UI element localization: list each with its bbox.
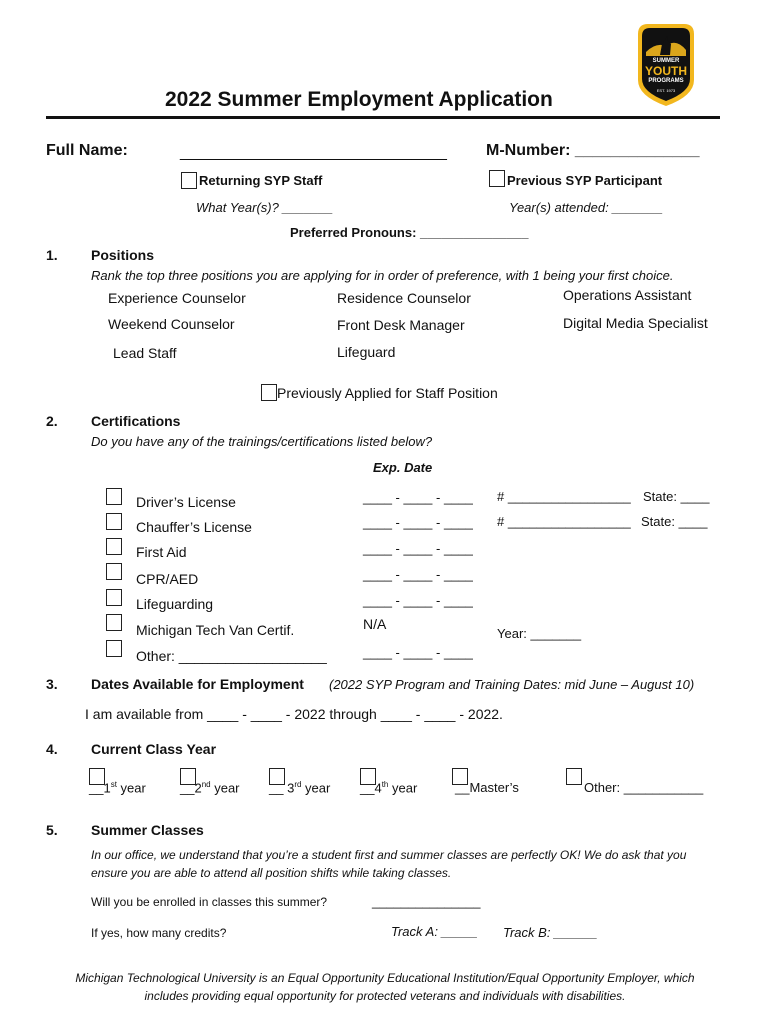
returning-staff-label: Returning SYP Staff <box>199 173 323 188</box>
chauffers-license-checkbox[interactable] <box>106 513 122 530</box>
lifeguarding-exp-field[interactable]: ____ - ____ - ____ <box>363 593 473 608</box>
availability-line[interactable]: I am available from ____ - ____ - 2022 through ____ - ____ - 2022. <box>85 706 503 722</box>
lifeguarding-label: Lifeguarding <box>136 596 214 612</box>
returning-staff-checkbox[interactable] <box>181 172 197 189</box>
full-name-field[interactable]: ______________________________ <box>180 144 447 161</box>
van-certif-checkbox[interactable] <box>106 614 122 631</box>
section-1-number: 1. <box>46 247 58 263</box>
dates-note: (2022 SYP Program and Training Dates: mid June – August 10) <box>329 677 695 692</box>
section-3-number: 3. <box>46 676 58 692</box>
logo-text-summer: SUMMER <box>652 58 680 64</box>
position-lifeguard[interactable]: Lifeguard <box>337 344 396 360</box>
chauffers-license-label: Chauffer’s License <box>136 519 252 535</box>
logo-text-programs: PROGRAMS <box>648 78 684 84</box>
what-years-field[interactable]: What Year(s)? _______ <box>196 200 334 215</box>
cpr-aed-checkbox[interactable] <box>106 563 122 580</box>
other-cert-exp-field[interactable]: ____ - ____ - ____ <box>363 645 473 660</box>
previous-participant-checkbox[interactable] <box>489 170 505 187</box>
van-certif-year-field[interactable]: Year: _______ <box>497 626 582 641</box>
chauffers-license-exp-field[interactable]: ____ - ____ - ____ <box>363 515 473 530</box>
exp-date-header: Exp. Date <box>373 460 433 475</box>
page-title: 2022 Summer Employment Application <box>165 88 553 111</box>
certifications-question: Do you have any of the trainings/certifications listed below? <box>91 434 433 449</box>
cpr-aed-exp-field[interactable]: ____ - ____ - ____ <box>363 567 473 582</box>
previous-participant-label: Previous SYP Participant <box>507 173 663 188</box>
summer-classes-heading: Summer Classes <box>91 822 204 838</box>
chauffers-license-number-field[interactable]: # _________________ <box>497 514 631 529</box>
drivers-license-label: Driver’s License <box>136 494 236 510</box>
enrolled-question: Will you be enrolled in classes this summer? <box>91 895 328 909</box>
first-year-label: __1st year <box>89 780 146 796</box>
position-digital-media-specialist[interactable]: Digital Media Specialist <box>563 315 708 331</box>
drivers-license-state-field[interactable]: State: ____ <box>643 489 710 504</box>
other-cert-checkbox[interactable] <box>106 640 122 657</box>
summer-classes-para-2: ensure you are able to attend all position shifts while taking classes. <box>91 866 452 880</box>
other-cert-field[interactable]: Other: ___________________ <box>136 648 327 664</box>
preferred-pronouns-field[interactable]: Preferred Pronouns: _______________ <box>290 225 529 240</box>
track-b-field[interactable]: Track B: ______ <box>503 925 598 940</box>
certifications-heading: Certifications <box>91 413 181 429</box>
footer-line-2: includes providing equal opportunity for protected veterans and individuals with disabilities. <box>144 989 626 1003</box>
first-aid-label: First Aid <box>136 544 187 560</box>
logo-text-est: EST. 1973 <box>656 88 676 93</box>
third-year-label: __ 3rd year <box>269 780 331 796</box>
previously-applied-checkbox[interactable] <box>261 384 277 401</box>
positions-instruction: Rank the top three positions you are applying for in order of preference, with 1 being your first choice. <box>91 268 674 283</box>
m-number-field[interactable]: M-Number: ______________ <box>486 142 700 159</box>
drivers-license-exp-field[interactable]: ____ - ____ - ____ <box>363 490 473 505</box>
masters-label: __Master’s <box>455 780 519 795</box>
title-rule <box>46 116 720 119</box>
summer-youth-programs-logo <box>634 22 698 108</box>
section-5-number: 5. <box>46 822 58 838</box>
cpr-aed-label: CPR/AED <box>136 571 199 587</box>
previously-applied-label: Previously Applied for Staff Position <box>277 385 498 401</box>
fourth-year-label: __4th year <box>360 780 418 796</box>
position-experience-counselor[interactable]: Experience Counselor <box>108 290 246 306</box>
logo-text-youth: YOUTH <box>645 64 687 78</box>
track-a-field[interactable]: Track A: _____ <box>391 924 478 939</box>
position-operations-assistant[interactable]: Operations Assistant <box>563 287 692 303</box>
van-certif-exp-value: N/A <box>363 616 387 632</box>
chauffers-license-state-field[interactable]: State: ____ <box>641 514 708 529</box>
positions-heading: Positions <box>91 247 155 263</box>
van-certif-label: Michigan Tech Van Certif. <box>136 622 295 638</box>
position-lead-staff[interactable]: Lead Staff <box>113 345 177 361</box>
enrolled-answer-field[interactable]: _______________ <box>372 894 481 909</box>
lifeguarding-checkbox[interactable] <box>106 589 122 606</box>
footer-line-1: Michigan Technological University is an Equal Opportunity Educational Institution/Equal Opportunity Employer, which <box>75 971 695 985</box>
position-weekend-counselor[interactable]: Weekend Counselor <box>108 316 235 332</box>
credits-question: If yes, how many credits? <box>91 926 227 940</box>
section-4-number: 4. <box>46 741 58 757</box>
position-residence-counselor[interactable]: Residence Counselor <box>337 290 471 306</box>
full-name-label: Full Name: <box>46 142 128 159</box>
other-year-field[interactable]: Other: ___________ <box>584 780 704 795</box>
summer-classes-para-1: In our office, we understand that you’re a student first and summer classes are perfectly OK! We do ask that you <box>91 848 687 862</box>
position-front-desk-manager[interactable]: Front Desk Manager <box>337 317 465 333</box>
class-year-heading: Current Class Year <box>91 741 217 757</box>
years-attended-field[interactable]: Year(s) attended: _______ <box>509 200 663 215</box>
second-year-label: __2nd year <box>180 780 240 796</box>
section-2-number: 2. <box>46 413 58 429</box>
first-aid-checkbox[interactable] <box>106 538 122 555</box>
first-aid-exp-field[interactable]: ____ - ____ - ____ <box>363 541 473 556</box>
drivers-license-checkbox[interactable] <box>106 488 122 505</box>
dates-heading: Dates Available for Employment <box>91 676 304 692</box>
drivers-license-number-field[interactable]: # _________________ <box>497 489 631 504</box>
other-year-checkbox[interactable] <box>566 768 582 785</box>
